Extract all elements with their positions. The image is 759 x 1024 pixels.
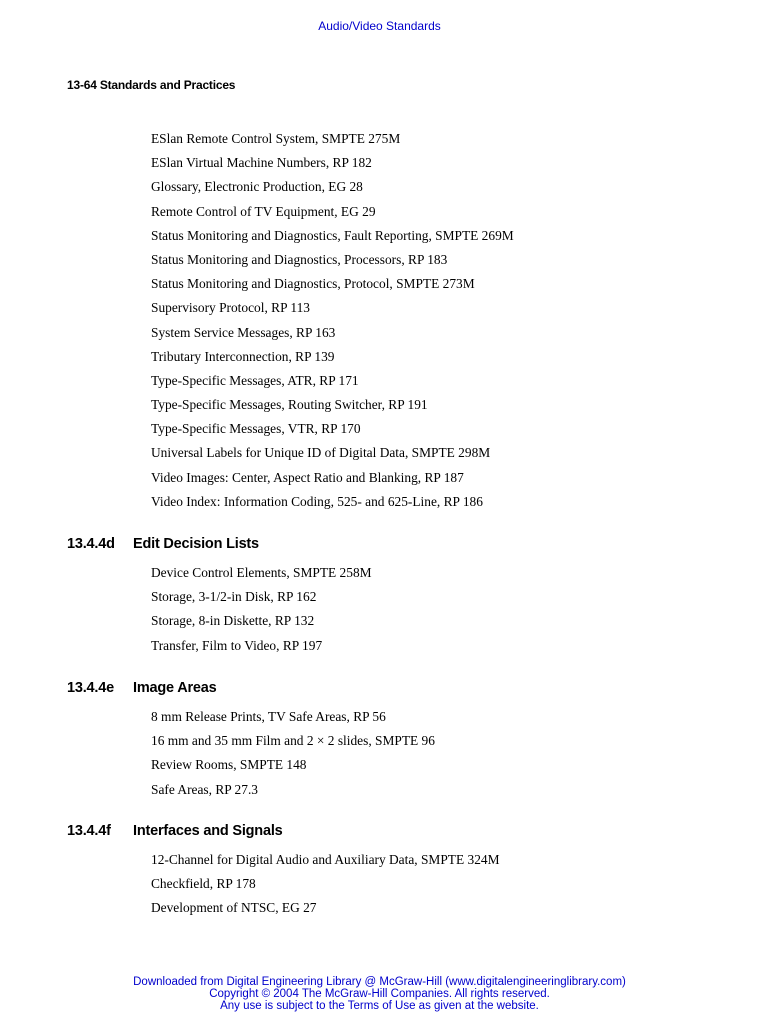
list-item: Universal Labels for Unique ID of Digital Data, SMPTE 298M	[151, 445, 491, 461]
list-item: ESlan Remote Control System, SMPTE 275M	[151, 131, 401, 146]
footer	[0, 976, 759, 1012]
list-item: Video Images: Center, Aspect Ratio and Blanking, RP 187	[151, 469, 464, 485]
list-item: Checkfield, RP 178	[151, 876, 256, 892]
section-title: Edit Decision Lists	[133, 536, 259, 552]
footer-download-link[interactable]: Downloaded from Digital Engineering Library @ McGraw-Hill (www.digitalengineeringlibrary.com)	[133, 976, 626, 988]
list-item: Safe Areas, RP 27.3	[151, 781, 258, 797]
list-item: Type-Specific Messages, ATR, RP 171	[151, 372, 359, 388]
list-item: Glossary, Electronic Production, EG 28	[151, 179, 363, 195]
list-item: Remote Control of TV Equipment, EG 29	[151, 203, 376, 219]
section-title: Image Areas	[133, 680, 217, 696]
section-number: 13.4.4e	[67, 680, 114, 696]
list-item: Storage, 8-in Diskette, RP 132	[151, 613, 315, 629]
section-heading-edit-decision-lists	[67, 536, 259, 552]
list-item: Type-Specific Messages, VTR, RP 170	[151, 421, 361, 437]
section-heading-interfaces-and-signals	[67, 823, 283, 839]
footer-terms-link[interactable]: Any use is subject to the Terms of Use as given at the website.	[220, 1000, 539, 1012]
list-item: Transfer, Film to Video, RP 197	[151, 637, 323, 653]
image-areas-items	[151, 705, 435, 802]
list-item: Device Control Elements, SMPTE 258M	[151, 565, 372, 580]
list-item: 12-Channel for Digital Audio and Auxiliary Data, SMPTE 324M	[151, 852, 500, 867]
interfaces-and-signals-items	[151, 848, 500, 921]
list-item: Status Monitoring and Diagnostics, Processors, RP 183	[151, 251, 448, 267]
list-item: Status Monitoring and Diagnostics, Fault Reporting, SMPTE 269M	[151, 227, 514, 243]
list-item: Video Index: Information Coding, 525- and 625-Line, RP 186	[151, 493, 483, 509]
section-title: Interfaces and Signals	[133, 823, 283, 839]
section-number: 13.4.4f	[67, 823, 111, 839]
top-header-link[interactable]: Audio/Video Standards	[318, 19, 441, 33]
list-item: System Service Messages, RP 163	[151, 324, 336, 340]
list-item: 16 mm and 35 mm Film and 2 × 2 slides, SMPTE 96	[151, 733, 435, 749]
section-heading-image-areas	[67, 680, 217, 696]
list-item: Storage, 3-1/2-in Disk, RP 162	[151, 589, 317, 605]
list-item: 8 mm Release Prints, TV Safe Areas, RP 56	[151, 709, 386, 724]
list-item: Development of NTSC, EG 27	[151, 900, 317, 916]
intro-list	[151, 127, 514, 514]
list-item: Type-Specific Messages, Routing Switcher, RP 191	[151, 397, 428, 413]
list-item: ESlan Virtual Machine Numbers, RP 182	[151, 155, 372, 171]
list-item: Tributary Interconnection, RP 139	[151, 348, 335, 364]
list-item: Supervisory Protocol, RP 113	[151, 300, 310, 316]
edit-decision-lists-items	[151, 561, 372, 658]
running-head: 13-64 Standards and Practices	[67, 78, 236, 92]
list-item: Review Rooms, SMPTE 148	[151, 757, 307, 773]
section-number: 13.4.4d	[67, 536, 115, 552]
footer-copyright: Copyright © 2004 The McGraw-Hill Companies. All rights reserved.	[209, 988, 550, 1000]
list-item: Status Monitoring and Diagnostics, Protocol, SMPTE 273M	[151, 276, 475, 292]
